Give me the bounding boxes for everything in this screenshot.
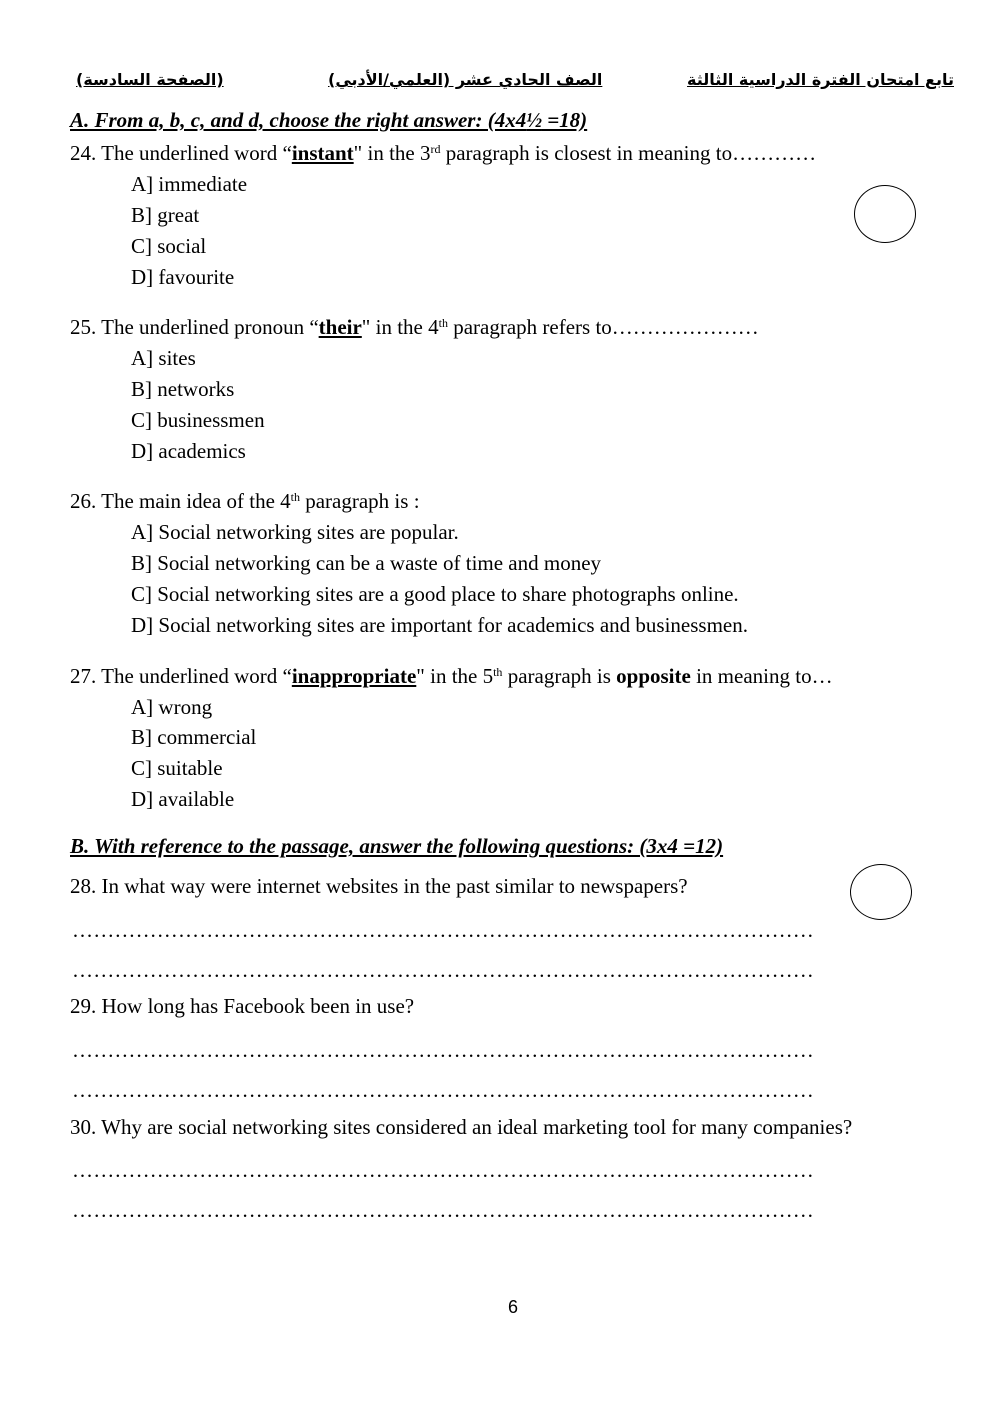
- option: B] commercial: [131, 725, 257, 749]
- answer-line[interactable]: ……………………………………………………………………………………………: [72, 1078, 814, 1102]
- page-number: 6: [507, 1297, 518, 1317]
- option: D] available: [131, 787, 235, 811]
- option: C] suitable: [131, 756, 223, 780]
- option: D] favourite: [131, 265, 235, 289]
- question-28: 28. In what way were internet websites in the past similar to newspapers?: [70, 874, 688, 898]
- option: D] Social networking sites are important for academics and businessmen.: [131, 613, 748, 637]
- question-27: 27. The underlined word “inappropriate" in the 5th paragraph is opposite in meaning to…: [70, 664, 833, 688]
- answer-line[interactable]: ……………………………………………………………………………………………: [72, 1198, 814, 1222]
- score-circle: [854, 185, 916, 243]
- question-24: 24. The underlined word “instant" in the 3rd paragraph is closest in meaning to…………: [70, 141, 817, 165]
- option: B] great: [131, 203, 200, 227]
- option: A] Social networking sites are popular.: [131, 520, 459, 544]
- header-page-label: (الصفحة السادسة): [76, 70, 224, 89]
- option: D] academics: [131, 439, 246, 463]
- section-b-heading: B. With reference to the passage, answer the following questions: (3x4 =12): [70, 834, 724, 858]
- answer-line[interactable]: ……………………………………………………………………………………………: [72, 1158, 814, 1182]
- option: B] networks: [131, 377, 235, 401]
- answer-line[interactable]: ……………………………………………………………………………………………: [72, 1038, 814, 1062]
- option: A] wrong: [131, 695, 213, 719]
- header-exam-title: تابع امتحان الفترة الدراسية الثالثة: [687, 70, 954, 89]
- answer-line[interactable]: ……………………………………………………………………………………………: [72, 918, 814, 942]
- question-30: 30. Why are social networking sites considered an ideal marketing tool for many companies?: [70, 1115, 853, 1139]
- header-grade: الصف الحادي عشر (العلمي/الأدبي): [328, 70, 603, 89]
- score-circle: [850, 864, 912, 920]
- question-25: 25. The underlined pronoun “their" in the 4th paragraph refers to…………………: [70, 315, 759, 339]
- question-26: 26. The main idea of the 4th paragraph is :: [70, 489, 420, 513]
- answer-line[interactable]: ……………………………………………………………………………………………: [72, 958, 814, 982]
- option: C] social: [131, 234, 207, 258]
- option: A] immediate: [131, 172, 248, 196]
- option: C] Social networking sites are a good place to share photographs online.: [131, 582, 739, 606]
- option: B] Social networking can be a waste of time and money: [131, 551, 602, 575]
- question-29: 29. How long has Facebook been in use?: [70, 994, 415, 1018]
- section-a-heading: A. From a, b, c, and d, choose the right answer: (4x4½ =18): [70, 108, 588, 132]
- option: A] sites: [131, 346, 196, 370]
- option: C] businessmen: [131, 408, 265, 432]
